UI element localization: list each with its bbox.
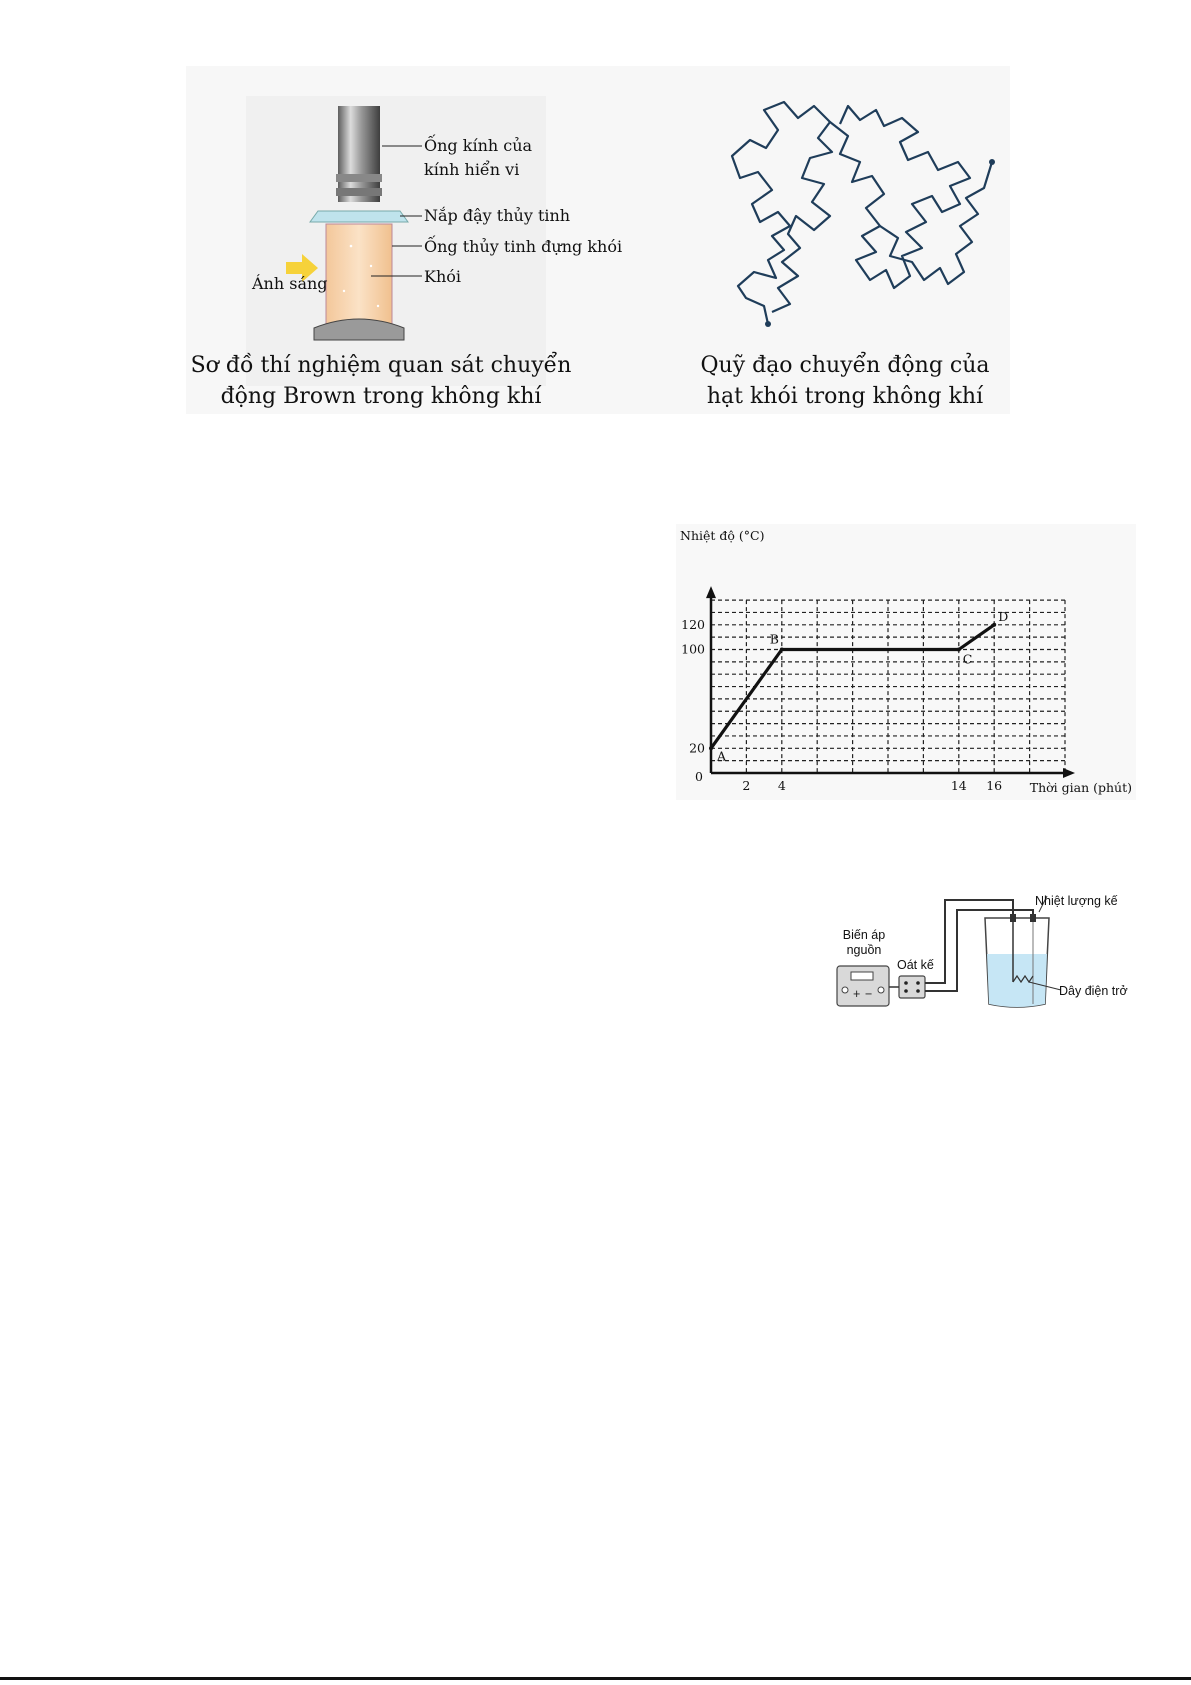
caption-trajectory-line-2: hạt khói trong không khí xyxy=(706,384,984,409)
chart-svg xyxy=(676,524,1136,800)
y-tick-label: 100 xyxy=(681,641,705,657)
x-axis-arrow-icon xyxy=(1063,768,1075,778)
x-tick-label: 16 xyxy=(986,778,1003,793)
wattmeter-icon xyxy=(899,976,925,998)
label-lens: Ống kính của xyxy=(424,136,533,155)
y-axis-label: Nhiệt độ (°C) xyxy=(680,528,765,543)
brown-experiment-figure xyxy=(186,66,686,414)
label-smoke: Khói xyxy=(424,267,462,286)
caption-trajectory-line-1: Quỹ đạo chuyển động của xyxy=(700,353,990,378)
caption-brown-line-2: động Brown trong không khí xyxy=(220,384,542,409)
trajectory-figure xyxy=(680,66,1010,414)
x-tick-label: 2 xyxy=(742,778,751,793)
data-point xyxy=(957,648,961,652)
calorimeter-circuit-figure xyxy=(835,886,1135,1012)
cover-glass xyxy=(310,211,408,222)
y-tick-label: 20 xyxy=(689,740,705,756)
label-power-supply-2: nguồn xyxy=(846,943,882,957)
label-resistor-wire: Dây điện trở xyxy=(1059,984,1128,998)
y-tick-label: 120 xyxy=(681,616,705,632)
label-cover-glass: Nắp đậy thủy tinh xyxy=(424,206,571,225)
label-tube: Ống thủy tinh đựng khói xyxy=(424,237,623,256)
x-tick-label: 4 xyxy=(777,778,786,793)
caption-brown-line-1: Sơ đồ thí nghiệm quan sát chuyển xyxy=(190,353,572,378)
data-point xyxy=(780,648,784,652)
data-point xyxy=(709,746,713,750)
label-lens-2: kính hiển vi xyxy=(424,160,520,179)
point-label: A xyxy=(717,748,727,764)
data-point xyxy=(992,623,996,627)
label-wattmeter: Oát kế xyxy=(897,958,934,972)
point-label: B xyxy=(769,631,779,647)
chart-axes xyxy=(706,586,1075,778)
footer-rule xyxy=(0,1677,1191,1680)
x-tick-label: 14 xyxy=(950,778,967,793)
y-axis-arrow-icon xyxy=(706,586,716,598)
temperature-time-chart xyxy=(676,524,1136,800)
point-label: D xyxy=(998,608,1009,624)
chart-grid xyxy=(711,600,1065,773)
label-power-supply: Biến áp xyxy=(842,928,886,942)
smoke-tube xyxy=(326,224,392,324)
point-label: C xyxy=(962,651,973,667)
x-axis-label: Thời gian (phút) xyxy=(1029,780,1132,795)
microscope-lens xyxy=(338,106,380,202)
svg-text:+: + xyxy=(853,987,861,1001)
origin-label: 0 xyxy=(695,769,703,784)
svg-text:−: − xyxy=(865,987,873,1001)
label-calorimeter: Nhiệt lượng kế xyxy=(1035,894,1118,908)
label-light: Ánh sáng xyxy=(252,274,328,293)
